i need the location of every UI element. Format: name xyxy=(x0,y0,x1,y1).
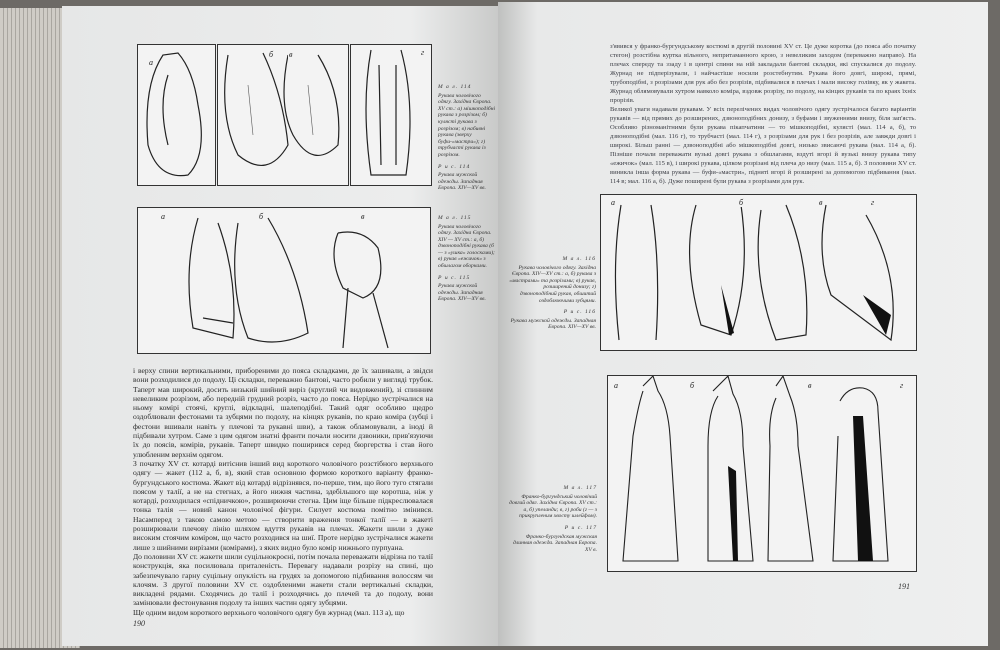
right-body-text xyxy=(600,42,916,186)
paragraph: і верху спини вертикальними, прибореними до пояса складками, де їх зашивали, а звідси вони розходилися до подолу. Ці складки, переважно бантові, часто робили у вигляді трубок. Таперт мав широкий, досить низький шийний виріз (круглий чи видовжений), зі спинним невеликим розрізом, або передній грудний розріз, часто до пояса. Нерідко зустрічалися на ньому комірі стоячі, круглі, відкладні, шалеподібні. Такий одяг особливо щедро оздоблювали фестонами та зубцями по подолу, на кінцях рукавів, по краю коміра (зубці і фестони вшивали навіть у плечові та рукавні шви), а також обламовували, а іноді й підбивали хутром. Саме з цим одягом знатні франти почали носити дзвоники, прив'язуючи їх до поясів, комірів, рукавів. Таперт швидко поширився серед бюргерства і став його улюбленим верхнім одягом. xyxy=(133,366,433,459)
sleeve-illustration xyxy=(218,45,348,185)
figure-116 xyxy=(509,194,916,351)
caption-number: Р и с. 115 xyxy=(438,274,471,281)
figure-117 xyxy=(509,375,916,572)
costume-illustration xyxy=(608,376,916,571)
left-text-column xyxy=(133,366,433,628)
caption-number: Р и с. 114 xyxy=(438,163,471,170)
caption-text: Рукава мужской одежды. Западная Европа. XIV—XV вв. xyxy=(510,317,596,331)
figure-115-caption xyxy=(438,215,496,308)
figure-label: а xyxy=(149,58,153,67)
sleeve-illustration xyxy=(601,195,916,350)
caption-text: Рукава мужской одежды. Западная Европа. XIV—XV вв. xyxy=(438,172,486,192)
figure-label: а xyxy=(161,212,165,221)
figure-label: б xyxy=(259,212,264,221)
caption-text: Франко-бургундський чоловічий довгий одяг. Західна Європа. XV ст.: а, б) упеланди; в, г) роби (г — з прикрупленим хвосту шлейфом). xyxy=(509,493,597,520)
paragraph: Великої уваги надавали рукавам. У всіх перелічених видах чоловічого одягу зустрічалося багато варіантів рукавів — від прямих до розширених, дзвоноподібних донизу, з буфами і звуженнями внизу, біля зап'ясть. Особливо різноманітними були рукава пікапчатини — то мішкоподібні, кулясті (мал. 114 а, б), то дзвоноподібні (мал. 116 г), то трубчасті (мал. 114 г), з розрізами для рук і без розрізів, але завжди довгі і широкі. Більш ранні — дзвоноподібні або мішкоподібні довгі, низько звисаючі рукава (мал. 114 а, б). Пізніше почали переважати вузькі довгі рукава з обшлагами, вздуті вгорі й вузькі внизу рукава типу «ежичок» (мал. 115 в), і широкі рукава, цілком розрізані від плеча до низу (мал. 115 а, б). З половини XV ст. виникла інша форма рукава — буфи-«мастри», піднятi вгорі й розширені за допомогою підбивання (мал. 114 в; мал. 116 а, б). Дуже поширені були рукава з розрізами для рук. xyxy=(610,106,916,185)
figure-117-panel xyxy=(607,375,917,572)
sleeve-illustration xyxy=(351,45,431,185)
figure-116-caption xyxy=(508,256,596,336)
figure-label: г xyxy=(871,198,875,207)
figure-label: г xyxy=(900,381,904,390)
figure-label: в xyxy=(361,212,365,221)
figure-label: б xyxy=(739,198,744,207)
figure-117-caption xyxy=(509,485,597,558)
figure-label: в xyxy=(808,381,812,390)
right-column xyxy=(509,42,916,591)
figure-label: а xyxy=(611,198,615,207)
left-caption-column xyxy=(438,84,496,308)
figure-114-panel-bv xyxy=(217,44,349,186)
figure-label: а xyxy=(614,381,618,390)
left-body-text xyxy=(133,366,433,617)
figure-label: в xyxy=(289,50,293,59)
figure-label: б xyxy=(269,50,274,59)
caption-text: Рукава чоловічого одягу. Західна Європа. XIV — XV ст.: а, б) дзвоноподібні рукава (б — з «ушка» голосками); в) рукав «ежичок» з обшлагом оборками. xyxy=(438,223,495,270)
paragraph: з'явився у франко-бургундському костюмі в другій половині XV ст. Це дуже коротка (до пояса або початку стегон) розстібна куртка вільного, непритаманного крою, з невеликим заходом (переважно направо). На плечах спереду та ззаду і в центрі спини на ній закладали бантові складки, які спускалися до подолу. Журнад не підперізували, і найчастіше носили розстебнутим. Рукава його довгі, широкі, прямі, трубоподібні, з розрізами для рук або без розрізів, підбивалися в плечах і мали високу голівку, як у жакета. Журнад облямовували хутром навколо коміра, вздовж розрізу, по подолу, на кінцях рукавів та по краях їхніх прорізів. xyxy=(610,43,916,104)
caption-number: Р и с. 116 xyxy=(563,309,596,316)
figure-114-caption xyxy=(438,84,496,197)
caption-number: Р и с. 117 xyxy=(564,524,597,531)
caption-text: Рукава чоловічого одягу. Західна Європа. XV ст.: а) мішкоподібні рукава з розрізом; б) кулясті рукава з розрізом; в) набивні рукава (зверху буфи-«мастри»); г) трубчасті рукава із розрізом. xyxy=(438,92,496,158)
figure-116-panel xyxy=(600,194,917,351)
sleeve-illustration xyxy=(138,208,430,353)
paragraph: До половини XV ст. жакети шили суцільнокроєні, потім почала переважати відрізна по талії конструкція, яка посилювала приталеність. Перевагу надавали розрізу на спині, що забезпечувало гарну суцільну опуклість на грудях за допомогою підбивання волоссям чи клочям. З другої половини XV ст. оздобленими жакети стали вертикальні складки, викладені рядами. Сходячись до талії і розходячись до плечей та до подолу, вони замінювали фестонування подолу та інших частин одягу зубцями. xyxy=(133,551,433,608)
caption-text: Рукава чоловічого одягу. Західна Європа. XIV—XV ст.: а, б) рукава з «мастрами» та розрізами; в) рукав, розширений донизу; г) дзвоноподібний рукав, обшитий оздоблюючими зубцями. xyxy=(509,264,596,304)
figure-label: в xyxy=(819,198,823,207)
page-number: 190 xyxy=(133,619,145,629)
figure-label: г xyxy=(421,48,425,57)
caption-text: Рукава мужской одежды. Западная Европа. XIV—XV вв. xyxy=(438,283,486,303)
caption-number: М а л. 117 xyxy=(563,485,597,491)
figure-114-panel-g xyxy=(350,44,432,186)
caption-number: М а л. 115 xyxy=(438,214,472,221)
figure-label: б xyxy=(690,381,695,390)
page-number: 191 xyxy=(898,582,910,591)
caption-text: Франко-бургундская мужская длинная одежда. Западная Европа. XV в. xyxy=(513,533,597,553)
figure-115-panel xyxy=(137,207,431,354)
caption-number: М а л. 114 xyxy=(438,84,472,90)
paragraph: З початку XV ст. котарді витіснив інший вид короткого чоловічого розстібного верхнього одягу — жакет (112 а, б, в), який став основною формою короткого варіанту франко-бургундського костюма. Жакет від котарді відрізнявся, по-перше, тим, що його туго стягали поясом у талії, а не на стегнах, а його нижня частина, здебільшого ще коротша, ніж у котарді, розходилася «спідничкою», розширюючи стегна. Цим іще більше підкреслювалася тонка талія — новий канон чоловічої фігури. Силует костюма помітно змінився. Насамперед з такою самою метою — створити враження тонкої талії — в жакеті розширювали плечову лінію шляхом вдуття рукавів на плечах. Жакети шили з дуже високим стоячим коміром, що часто розходився на шиї. Проте нерідко зустрічалися жакети лише з шийними вирізами (комірами), з яких видно було комір нижнього пурпуана. xyxy=(133,458,433,552)
caption-number: М а л. 116 xyxy=(562,256,596,262)
paragraph: Ще одним видом короткого верхнього чоловічого одягу був журнад (мал. 113 а), що xyxy=(133,607,405,617)
